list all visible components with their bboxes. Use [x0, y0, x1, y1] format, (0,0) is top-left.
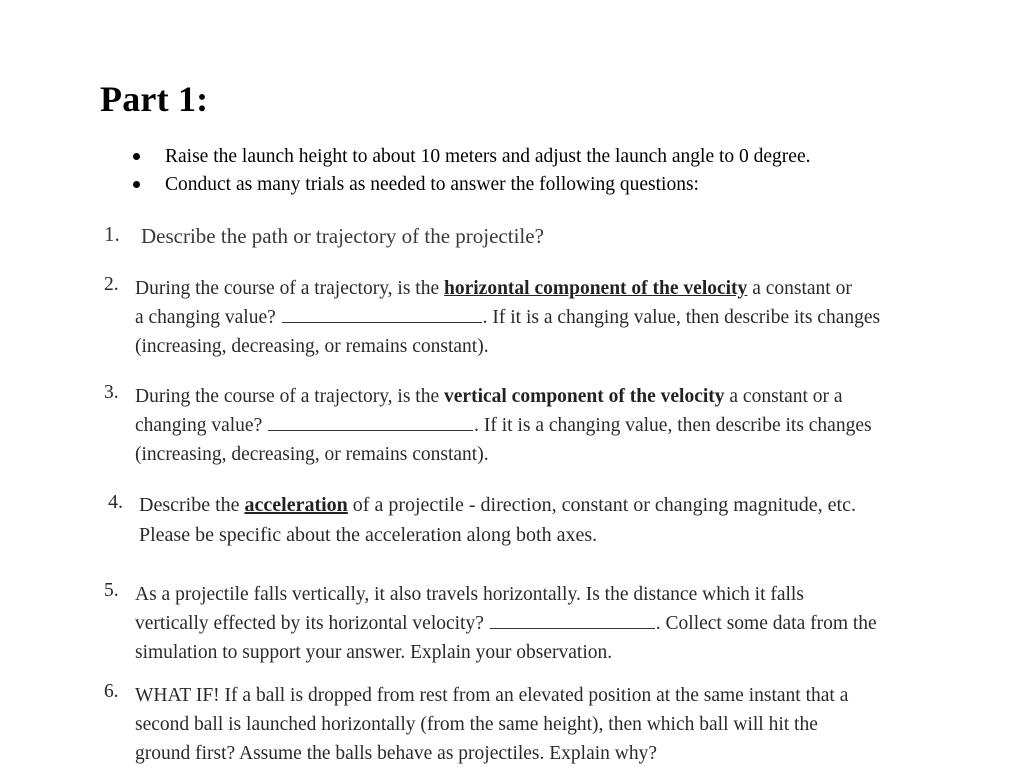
instruction-text: Raise the launch height to about 10 meters and adjust the launch angle to 0 degree. [165, 146, 811, 167]
question-line [139, 491, 856, 520]
question-text: a constant or [747, 278, 852, 299]
answer-blank[interactable] [282, 321, 482, 323]
question-number: 5. [104, 580, 119, 601]
question-text: a constant or a [724, 386, 843, 407]
question-line: WHAT IF! If a ball is dropped from rest from an elevated position at the same instant that a [135, 685, 849, 706]
emphasized-term: acceleration [244, 494, 348, 516]
question-line: simulation to support your answer. Explain your observation. [135, 642, 613, 663]
question-line [135, 609, 877, 638]
question-number: 6. [104, 681, 119, 702]
instruction-text: Conduct as many trials as needed to answer the following questions: [165, 174, 699, 195]
question-line: (increasing, decreasing, or remains constant). [135, 336, 489, 357]
instruction-list [133, 143, 810, 199]
question-text: During the course of a trajectory, is the [135, 278, 445, 299]
question-line [135, 382, 843, 411]
question-line [135, 303, 880, 332]
question-text: During the course of a trajectory, is the [135, 386, 445, 407]
emphasized-term: horizontal component of the velocity [444, 278, 748, 299]
question-text: . If it is a changing value, then describe its changes [482, 307, 881, 328]
emphasized-term: vertical component of the velocity [444, 386, 725, 407]
question-text: Describe the path or trajectory of the projectile? [141, 224, 544, 248]
question-text: . Collect some data from the [655, 613, 877, 634]
question-line: second ball is launched horizontally (from the same height), then which ball will hit the [135, 714, 818, 735]
question-line: ground first? Assume the balls behave as projectiles. Explain why? [135, 743, 658, 764]
answer-blank[interactable] [268, 429, 473, 431]
question-line: (increasing, decreasing, or remains constant). [135, 444, 489, 465]
question-line [135, 274, 852, 303]
question-number: 4. [108, 491, 123, 513]
question-line: Please be specific about the acceleration along both axes. [139, 524, 598, 546]
question-text: changing value? [135, 415, 268, 436]
question-line [135, 411, 872, 440]
question-number: 3. [104, 382, 119, 403]
question-text: . If it is a changing value, then describe its changes [474, 415, 872, 436]
question-number: 1. [104, 222, 120, 246]
instruction-item [133, 143, 810, 171]
answer-blank[interactable] [490, 627, 655, 629]
page-title: Part 1: [100, 79, 209, 119]
bullet-icon [133, 153, 140, 160]
question-text: Describe the [139, 494, 245, 516]
question-text: a changing value? [135, 307, 281, 328]
question-line: As a projectile falls vertically, it also travels horizontally. Is the distance which it falls [135, 584, 804, 605]
instruction-item [133, 171, 810, 199]
question-text: of a projectile - direction, constant or changing magnitude, etc. [347, 494, 856, 516]
question-text: vertically effected by its horizontal velocity? [135, 613, 489, 634]
bullet-icon [133, 181, 140, 188]
question-number: 2. [104, 274, 119, 295]
